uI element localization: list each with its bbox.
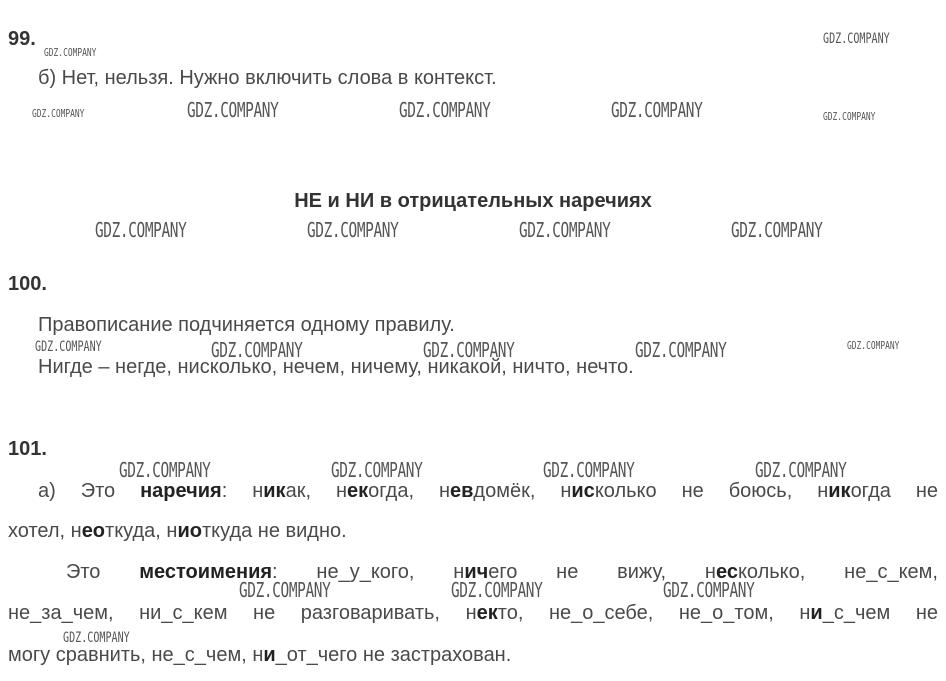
watermark: GDZ.COMPANY [823,31,890,47]
exercise-101-para-a-line-2: хотел, неоткуда, ниоткуда не видно. [8,520,347,542]
watermark: GDZ.COMPANY [307,218,399,242]
watermark: GDZ.COMPANY [847,339,900,352]
watermark: GDZ.COMPANY [399,98,491,122]
exercise-101-para-b-line-3: могу сравнить, не_с_чем, ни_от_чего не застрахован. [8,644,512,666]
exercise-100-number: 100. [8,273,47,295]
watermark: GDZ.COMPANY [187,98,279,122]
watermark: GDZ.COMPANY [44,46,97,59]
exercise-99-answer-b: б) Нет, нельзя. Нужно включить слова в контекст. [38,67,497,89]
exercise-101-number: 101. [8,438,47,460]
watermark: GDZ.COMPANY [35,339,102,355]
exercise-100-line-2: Нигде – негде, нисколько, нечем, ничему, никакой, ничто, нечто. [38,356,634,378]
watermark: GDZ.COMPANY [823,110,876,123]
watermark: GDZ.COMPANY [95,218,187,242]
watermark: GDZ.COMPANY [755,458,847,482]
watermark: GDZ.COMPANY [423,338,515,362]
watermark: GDZ.COMPANY [32,107,85,120]
watermark: GDZ.COMPANY [663,578,755,602]
watermark: GDZ.COMPANY [119,458,211,482]
section-heading: НЕ и НИ в отрицательных наречиях [294,190,652,212]
exercise-101-para-b-line-1: Это местоимения: не_у_кого, ничего не вижу, несколько, не_с_кем, [66,561,938,583]
watermark: GDZ.COMPANY [519,218,611,242]
watermark: GDZ.COMPANY [611,98,703,122]
exercise-101-para-b-line-2: не_за_чем, ни_с_кем не разговаривать, некто, не_о_себе, не_о_том, ни_с_чем не [8,602,939,624]
watermark: GDZ.COMPANY [331,458,423,482]
watermark: GDZ.COMPANY [635,338,727,362]
watermark: GDZ.COMPANY [731,218,823,242]
watermark: GDZ.COMPANY [239,578,331,602]
exercise-101-para-a-line-1: а) Это наречия: никак, некогда, невдомёк, нисколько не боюсь, никогда не [38,480,938,502]
watermark: GDZ.COMPANY [543,458,635,482]
watermark: GDZ.COMPANY [211,338,303,362]
exercise-99-number: 99. [8,28,36,50]
exercise-100-line-1: Правописание подчиняется одному правилу. [38,314,455,336]
watermark: GDZ.COMPANY [63,630,130,646]
watermark: GDZ.COMPANY [451,578,543,602]
